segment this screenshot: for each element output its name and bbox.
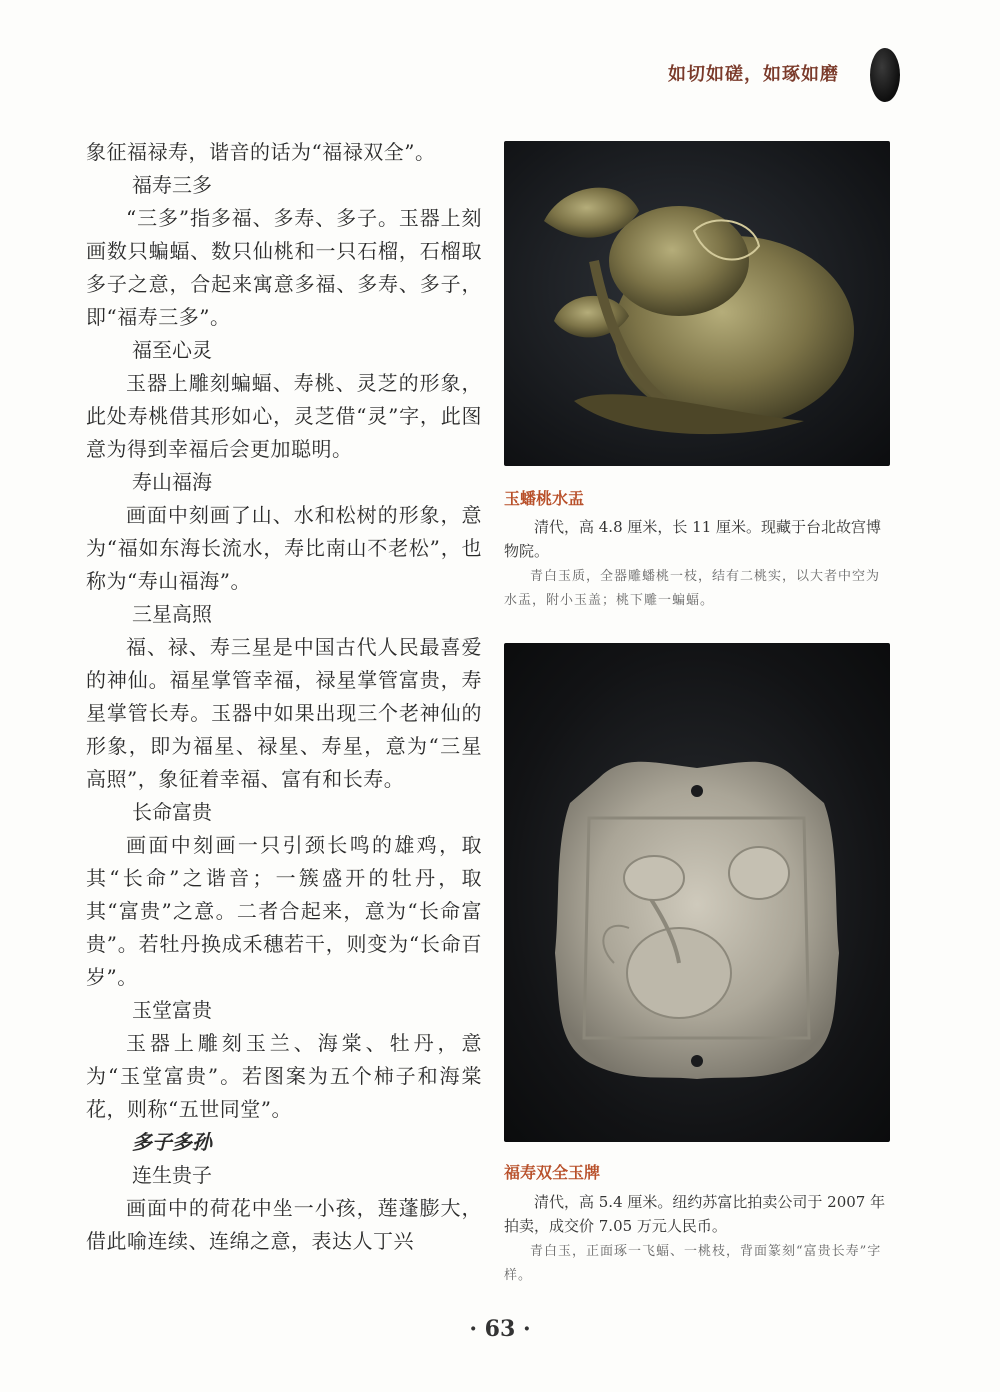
subheading: 福至心灵 bbox=[132, 338, 212, 362]
running-header: 如切如磋，如琢如磨 bbox=[668, 64, 839, 85]
figure2-description: 青白玉，正面琢一飞蝠、一桃枝，背面篆刻“富贵长寿”字样。 bbox=[504, 1244, 882, 1283]
subheading: 福寿三多 bbox=[132, 173, 212, 197]
figure2-caption: 清代，高 5.4 厘米。纽约苏富比拍卖公司于 2007 年拍卖，成交价 7.05 万元人民币。 bbox=[504, 1193, 886, 1235]
jade-plaque-photo bbox=[504, 643, 890, 1142]
main-text-column bbox=[86, 136, 482, 1258]
paragraph: 玉器上雕刻玉兰、海棠、牡丹，意为“玉堂富贵”。若图案为五个柿子和海棠花，则称“五世同堂”。 bbox=[86, 1031, 482, 1121]
figure1-title: 玉蟠桃水盂 bbox=[504, 489, 585, 508]
figure2-title: 福寿双全玉牌 bbox=[504, 1163, 601, 1182]
paragraph: “三多”指多福、多寿、多子。玉器上刻画数只蝙蝠、数只仙桃和一只石榴，石榴取多子之意，合起来寓意多福、多寿、多子，即“福寿三多”。 bbox=[86, 206, 482, 329]
subheading: 寿山福海 bbox=[132, 470, 212, 494]
subheading: 玉堂富贵 bbox=[132, 998, 212, 1022]
figure1-description: 青白玉质，全器雕蟠桃一枝，结有二桃实，以大者中空为水盂，附小玉盖；桃下雕一蝙蝠。 bbox=[504, 569, 881, 608]
subheading: 三星高照 bbox=[132, 602, 212, 626]
paragraph: 画面中刻画了山、水和松树的形象，意为“福如东海长流水，寿比南山不老松”，也称为“寿山福海”。 bbox=[86, 503, 482, 593]
paragraph: 象征福禄寿，谐音的话为“福禄双全”。 bbox=[86, 140, 436, 164]
page-number: · 63 · bbox=[469, 1316, 531, 1342]
jade-stone-ornament bbox=[870, 48, 900, 102]
paragraph: 画面中刻画一只引颈长鸣的雄鸡，取其“长命”之谐音；一簇盛开的牡丹，取其“富贵”之意。二者合起来，意为“长命富贵”。若牡丹换成禾穗若干，则变为“长命百岁”。 bbox=[86, 833, 482, 989]
section-heading: 多子多孙 bbox=[132, 1130, 212, 1154]
jade-peach-water-pot-photo bbox=[504, 141, 890, 466]
subheading: 连生贵子 bbox=[132, 1163, 212, 1187]
paragraph: 画面中的荷花中坐一小孩，莲蓬膨大，借此喻连续、连绵之意，表达人丁兴 bbox=[86, 1196, 482, 1253]
paragraph: 玉器上雕刻蝙蝠、寿桃、灵芝的形象，此处寿桃借其形如心，灵芝借“灵”字，此图意为得到幸福后会更加聪明。 bbox=[86, 371, 482, 461]
figure1-caption: 清代，高 4.8 厘米，长 11 厘米。现藏于台北故宫博物院。 bbox=[504, 518, 882, 560]
paragraph: 福、禄、寿三星是中国古代人民最喜爱的神仙。福星掌管幸福，禄星掌管富贵，寿星掌管长寿。玉器中如果出现三个老神仙的形象，即为福星、禄星、寿星，意为“三星高照”，象征着幸福、富有和长寿。 bbox=[86, 635, 482, 791]
subheading: 长命富贵 bbox=[132, 800, 212, 824]
